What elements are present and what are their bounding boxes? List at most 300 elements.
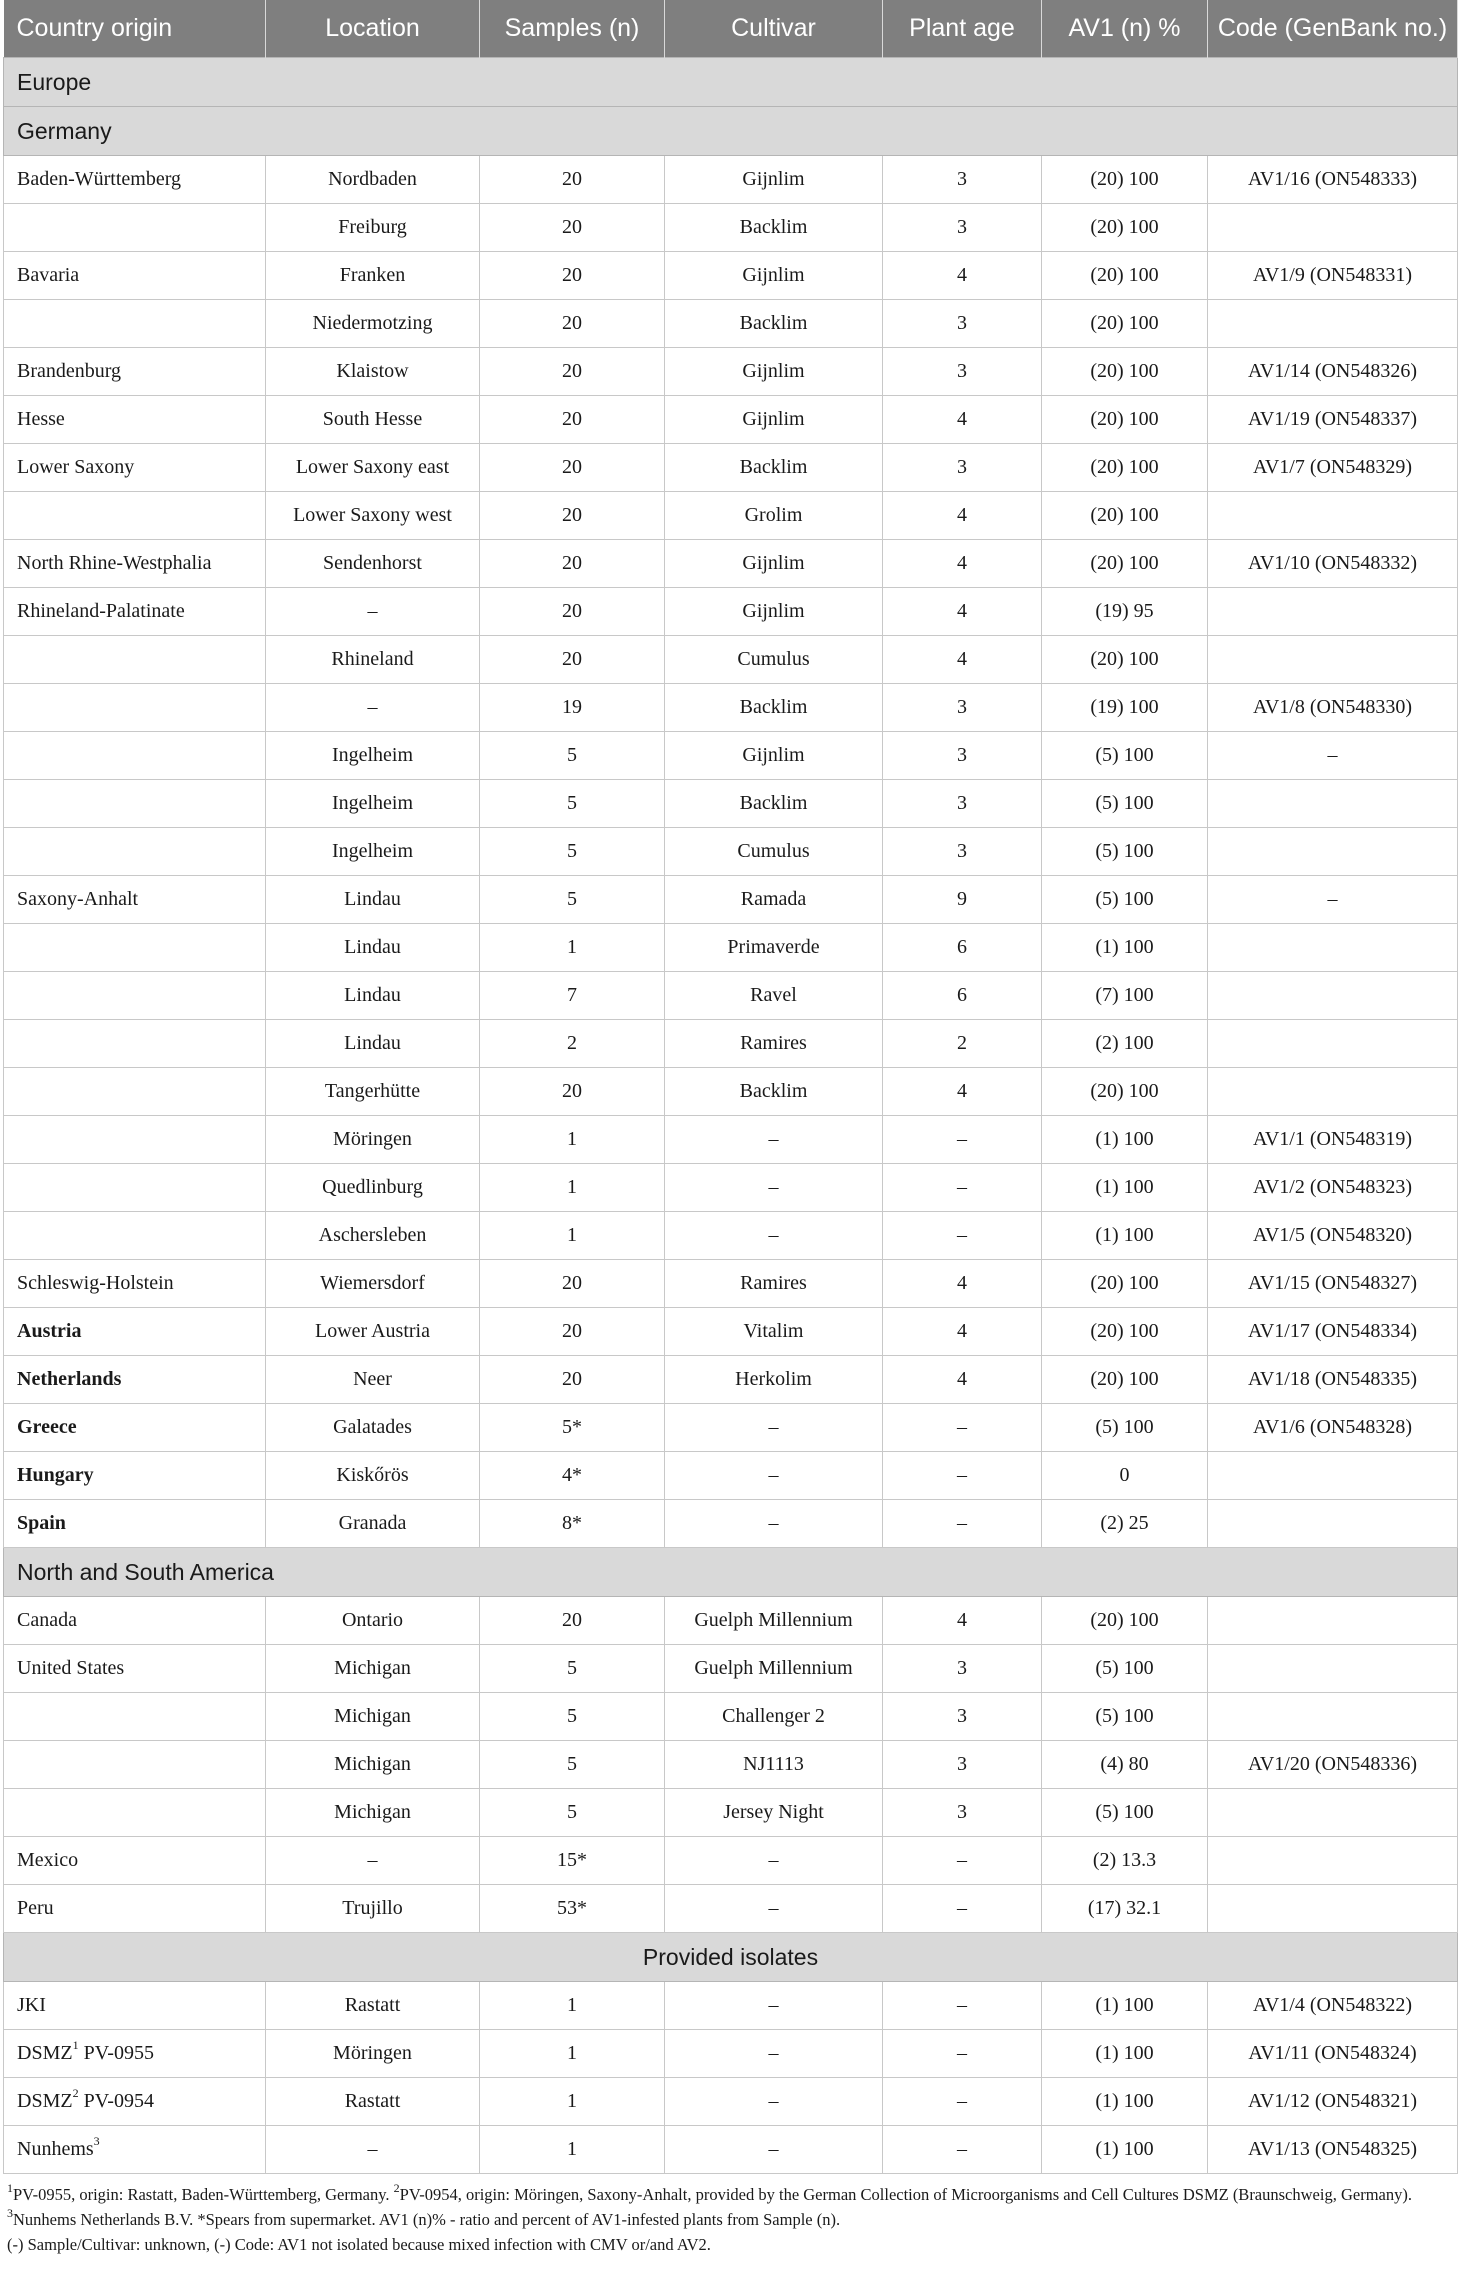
section-row	[4, 1933, 1458, 1982]
cell-samples: 20	[480, 588, 665, 636]
table-row	[4, 684, 1458, 732]
cell-av1-percent: (1) 100	[1042, 924, 1208, 972]
cell-cultivar: –	[665, 1404, 883, 1452]
cell-country-text: Nunhems	[17, 2138, 94, 2160]
cell-country-origin	[4, 732, 266, 780]
cell-cultivar: Gijnlim	[665, 156, 883, 204]
cell-location: Möringen	[266, 1116, 480, 1164]
cell-location: –	[266, 2126, 480, 2174]
cell-plant-age: 4	[883, 1597, 1042, 1645]
cell-cultivar: Backlim	[665, 684, 883, 732]
cell-code	[1208, 1500, 1458, 1548]
cell-av1-percent: (1) 100	[1042, 2078, 1208, 2126]
cell-country-origin	[4, 636, 266, 684]
cell-plant-age: 4	[883, 1068, 1042, 1116]
cell-location: Lindau	[266, 876, 480, 924]
section-label: Provided isolates	[4, 1933, 1458, 1982]
cell-location: Trujillo	[266, 1885, 480, 1933]
cell-plant-age: 3	[883, 300, 1042, 348]
cell-code	[1208, 1837, 1458, 1885]
cell-plant-age: –	[883, 1837, 1042, 1885]
cell-plant-age: 4	[883, 540, 1042, 588]
footnote-text: Nunhems Netherlands B.V. *Spears from supermarket. AV1 (n)% - ratio and percent of AV1-infested plants from Sample (n).	[13, 2210, 841, 2229]
cell-av1-percent: (5) 100	[1042, 732, 1208, 780]
cell-location: Ingelheim	[266, 732, 480, 780]
cell-plant-age: 2	[883, 1020, 1042, 1068]
cell-cultivar: Backlim	[665, 780, 883, 828]
cell-cultivar: –	[665, 1164, 883, 1212]
cell-plant-age: 4	[883, 252, 1042, 300]
footnote-marker: 1	[7, 2180, 13, 2195]
cell-av1-percent: (1) 100	[1042, 1116, 1208, 1164]
table-row	[4, 1597, 1458, 1645]
cell-samples: 4*	[480, 1452, 665, 1500]
cell-av1-percent: (5) 100	[1042, 1404, 1208, 1452]
cell-location: Lindau	[266, 924, 480, 972]
cell-av1-percent: (1) 100	[1042, 1164, 1208, 1212]
cell-samples: 5	[480, 1789, 665, 1837]
cell-plant-age: –	[883, 2078, 1042, 2126]
cell-plant-age: 4	[883, 1356, 1042, 1404]
footnote-text: PV-0954, origin: Möringen, Saxony-Anhalt, provided by the German Collection of Microorganisms and Cell Cultures DSMZ (Braunschweig, Germany).	[399, 2185, 1412, 2204]
cell-country-origin	[4, 1741, 266, 1789]
table-row	[4, 732, 1458, 780]
cell-location: Kiskőrös	[266, 1452, 480, 1500]
cell-country-origin	[4, 2126, 266, 2174]
table-row	[4, 1982, 1458, 2030]
cell-av1-percent: (20) 100	[1042, 156, 1208, 204]
cell-cultivar: Gijnlim	[665, 348, 883, 396]
cell-code	[1208, 1452, 1458, 1500]
cell-av1-percent: (20) 100	[1042, 1260, 1208, 1308]
cell-plant-age: 3	[883, 156, 1042, 204]
cell-samples: 1	[480, 924, 665, 972]
table-row	[4, 2126, 1458, 2174]
cell-plant-age: 4	[883, 636, 1042, 684]
cell-location: Aschersleben	[266, 1212, 480, 1260]
cell-cultivar: Vitalim	[665, 1308, 883, 1356]
cell-av1-percent: (20) 100	[1042, 1356, 1208, 1404]
cell-code	[1208, 1645, 1458, 1693]
cell-av1-percent: (20) 100	[1042, 1308, 1208, 1356]
cell-location: Ontario	[266, 1597, 480, 1645]
cell-plant-age: 3	[883, 780, 1042, 828]
section-label: North and South America	[4, 1548, 1458, 1597]
cell-country-origin: Saxony-Anhalt	[4, 876, 266, 924]
cell-av1-percent: (2) 13.3	[1042, 1837, 1208, 1885]
cell-plant-age: 3	[883, 204, 1042, 252]
cell-country-origin: Baden-Württemberg	[4, 156, 266, 204]
cell-code	[1208, 1885, 1458, 1933]
table-row	[4, 1789, 1458, 1837]
section-row	[4, 107, 1458, 156]
cell-country-origin: Mexico	[4, 1837, 266, 1885]
cell-country-origin: Austria	[4, 1308, 266, 1356]
cell-code: AV1/16 (ON548333)	[1208, 156, 1458, 204]
cell-plant-age: –	[883, 1164, 1042, 1212]
cell-country-origin	[4, 2030, 266, 2078]
cell-location: Freiburg	[266, 204, 480, 252]
cell-location: Lindau	[266, 972, 480, 1020]
cell-av1-percent: (20) 100	[1042, 540, 1208, 588]
cell-country-origin	[4, 1068, 266, 1116]
cell-location: Granada	[266, 1500, 480, 1548]
header-cultivar: Cultivar	[665, 0, 883, 58]
cell-samples: 7	[480, 972, 665, 1020]
cell-plant-age: –	[883, 1212, 1042, 1260]
header-location: Location	[266, 0, 480, 58]
cell-av1-percent: (1) 100	[1042, 2030, 1208, 2078]
cell-country-origin	[4, 492, 266, 540]
cell-cultivar: Gijnlim	[665, 540, 883, 588]
cell-country-origin	[4, 1116, 266, 1164]
cell-code	[1208, 828, 1458, 876]
cell-samples: 5	[480, 780, 665, 828]
cell-cultivar: Gijnlim	[665, 732, 883, 780]
cell-location: Quedlinburg	[266, 1164, 480, 1212]
header-country-origin: Country origin	[4, 0, 266, 58]
cell-samples: 1	[480, 2078, 665, 2126]
footnote-marker: 3	[7, 2205, 13, 2220]
cell-samples: 20	[480, 540, 665, 588]
table-row	[4, 2078, 1458, 2126]
cell-code	[1208, 1068, 1458, 1116]
cell-location: Michigan	[266, 1693, 480, 1741]
cell-av1-percent: 0	[1042, 1452, 1208, 1500]
cell-code: AV1/19 (ON548337)	[1208, 396, 1458, 444]
cell-location: –	[266, 684, 480, 732]
table-row	[4, 1212, 1458, 1260]
cell-samples: 20	[480, 300, 665, 348]
cell-location: Rastatt	[266, 2078, 480, 2126]
cell-location: Michigan	[266, 1789, 480, 1837]
cell-plant-age: 4	[883, 1260, 1042, 1308]
cell-location: Rhineland	[266, 636, 480, 684]
footnote-marker: 2	[393, 2180, 400, 2195]
cell-cultivar: –	[665, 2030, 883, 2078]
cell-country-origin: United States	[4, 1645, 266, 1693]
cell-samples: 5	[480, 732, 665, 780]
cell-cultivar: Challenger 2	[665, 1693, 883, 1741]
cell-country-origin: Greece	[4, 1404, 266, 1452]
section-row	[4, 58, 1458, 107]
cell-av1-percent: (5) 100	[1042, 1693, 1208, 1741]
cell-country-suffix: PV-0955	[78, 2042, 154, 2064]
cell-samples: 1	[480, 2030, 665, 2078]
cell-av1-percent: (20) 100	[1042, 1597, 1208, 1645]
cell-samples: 5	[480, 1693, 665, 1741]
footnote-marker: 3	[93, 2134, 100, 2149]
table-row	[4, 444, 1458, 492]
table-row	[4, 636, 1458, 684]
cell-av1-percent: (19) 95	[1042, 588, 1208, 636]
cell-country-origin: Schleswig-Holstein	[4, 1260, 266, 1308]
cell-av1-percent: (20) 100	[1042, 300, 1208, 348]
cell-av1-percent: (1) 100	[1042, 1982, 1208, 2030]
cell-samples: 20	[480, 1260, 665, 1308]
table-row	[4, 828, 1458, 876]
cell-country-origin: Hungary	[4, 1452, 266, 1500]
cell-cultivar: Ramires	[665, 1260, 883, 1308]
cell-samples: 5*	[480, 1404, 665, 1452]
cell-plant-age: –	[883, 2126, 1042, 2174]
table-row	[4, 1356, 1458, 1404]
cell-plant-age: –	[883, 1500, 1042, 1548]
cell-cultivar: Herkolim	[665, 1356, 883, 1404]
table-row	[4, 1020, 1458, 1068]
cell-plant-age: 3	[883, 1789, 1042, 1837]
cell-country-origin: Spain	[4, 1500, 266, 1548]
cell-code: AV1/20 (ON548336)	[1208, 1741, 1458, 1789]
table-row	[4, 492, 1458, 540]
cell-code	[1208, 300, 1458, 348]
cell-location: Möringen	[266, 2030, 480, 2078]
cell-country-origin: JKI	[4, 1982, 266, 2030]
cell-location: Lindau	[266, 1020, 480, 1068]
cell-samples: 5	[480, 876, 665, 924]
cell-country-origin: Peru	[4, 1885, 266, 1933]
cell-location: Wiemersdorf	[266, 1260, 480, 1308]
cell-country-origin	[4, 300, 266, 348]
cell-cultivar: Grolim	[665, 492, 883, 540]
cell-plant-age: 3	[883, 684, 1042, 732]
cell-cultivar: –	[665, 1452, 883, 1500]
cell-samples: 20	[480, 492, 665, 540]
table-document	[3, 0, 1457, 2257]
cell-code	[1208, 204, 1458, 252]
cell-plant-age: –	[883, 1885, 1042, 1933]
cell-cultivar: –	[665, 1885, 883, 1933]
cell-samples: 1	[480, 2126, 665, 2174]
cell-country-origin: Bavaria	[4, 252, 266, 300]
cell-location: Lower Saxony west	[266, 492, 480, 540]
cell-samples: 20	[480, 204, 665, 252]
cell-location: Klaistow	[266, 348, 480, 396]
cell-country-origin	[4, 780, 266, 828]
cell-code: AV1/10 (ON548332)	[1208, 540, 1458, 588]
cell-av1-percent: (1) 100	[1042, 2126, 1208, 2174]
cell-av1-percent: (17) 32.1	[1042, 1885, 1208, 1933]
cell-location: Michigan	[266, 1645, 480, 1693]
cell-country-origin: Hesse	[4, 396, 266, 444]
cell-location: Neer	[266, 1356, 480, 1404]
table-row	[4, 540, 1458, 588]
cell-code: AV1/7 (ON548329)	[1208, 444, 1458, 492]
cell-plant-age: –	[883, 1982, 1042, 2030]
footnote-marker: 2	[72, 2086, 79, 2101]
table-row	[4, 876, 1458, 924]
table-row	[4, 1741, 1458, 1789]
header-code: Code (GenBank no.)	[1208, 0, 1458, 58]
footnote-line-1	[7, 2182, 1457, 2232]
footnote-line-2: (-) Sample/Cultivar: unknown, (-) Code: AV1 not isolated because mixed infection with CMV or/and AV2.	[7, 2235, 711, 2254]
cell-country-origin: Canada	[4, 1597, 266, 1645]
cell-samples: 20	[480, 156, 665, 204]
cell-cultivar: Backlim	[665, 204, 883, 252]
cell-cultivar: Cumulus	[665, 828, 883, 876]
cell-av1-percent: (20) 100	[1042, 396, 1208, 444]
table-row	[4, 1693, 1458, 1741]
cell-location: Lower Saxony east	[266, 444, 480, 492]
cell-country-origin	[4, 924, 266, 972]
cell-code: AV1/4 (ON548322)	[1208, 1982, 1458, 2030]
header-plant-age: Plant age	[883, 0, 1042, 58]
cell-samples: 1	[480, 1116, 665, 1164]
cell-samples: 1	[480, 1982, 665, 2030]
table-row	[4, 1068, 1458, 1116]
cell-plant-age: 3	[883, 828, 1042, 876]
cell-country-origin: Netherlands	[4, 1356, 266, 1404]
cell-location: South Hesse	[266, 396, 480, 444]
cell-country-origin: Lower Saxony	[4, 444, 266, 492]
cell-av1-percent: (5) 100	[1042, 1645, 1208, 1693]
cell-country-origin	[4, 828, 266, 876]
cell-cultivar: Backlim	[665, 1068, 883, 1116]
cell-av1-percent: (5) 100	[1042, 828, 1208, 876]
table-row	[4, 1116, 1458, 1164]
cell-cultivar: Backlim	[665, 444, 883, 492]
cell-location: Lower Austria	[266, 1308, 480, 1356]
cell-samples: 8*	[480, 1500, 665, 1548]
cell-av1-percent: (2) 25	[1042, 1500, 1208, 1548]
cell-plant-age: 3	[883, 444, 1042, 492]
cell-code: AV1/8 (ON548330)	[1208, 684, 1458, 732]
section-label: Germany	[4, 107, 1458, 156]
cell-code	[1208, 588, 1458, 636]
cell-code	[1208, 1693, 1458, 1741]
cell-location: Nordbaden	[266, 156, 480, 204]
cell-code: –	[1208, 732, 1458, 780]
cell-samples: 20	[480, 396, 665, 444]
cell-code	[1208, 1789, 1458, 1837]
cell-code: AV1/2 (ON548323)	[1208, 1164, 1458, 1212]
table-row	[4, 924, 1458, 972]
cell-cultivar: Gijnlim	[665, 252, 883, 300]
table-row	[4, 204, 1458, 252]
cell-cultivar: Cumulus	[665, 636, 883, 684]
header-samples: Samples (n)	[480, 0, 665, 58]
cell-samples: 53*	[480, 1885, 665, 1933]
cell-plant-age: 3	[883, 1741, 1042, 1789]
cell-cultivar: Ramires	[665, 1020, 883, 1068]
cell-plant-age: 4	[883, 1308, 1042, 1356]
cell-av1-percent: (20) 100	[1042, 492, 1208, 540]
table-body	[4, 58, 1458, 2174]
cell-cultivar: Gijnlim	[665, 588, 883, 636]
cell-cultivar: Jersey Night	[665, 1789, 883, 1837]
cell-samples: 20	[480, 1068, 665, 1116]
cell-country-origin	[4, 2078, 266, 2126]
cell-plant-age: 6	[883, 924, 1042, 972]
cell-plant-age: 4	[883, 396, 1042, 444]
table-row	[4, 1260, 1458, 1308]
cell-code: AV1/13 (ON548325)	[1208, 2126, 1458, 2174]
cell-code	[1208, 636, 1458, 684]
cell-country-text: DSMZ	[17, 2042, 73, 2064]
table-row	[4, 348, 1458, 396]
cell-cultivar: Primaverde	[665, 924, 883, 972]
cell-av1-percent: (20) 100	[1042, 1068, 1208, 1116]
cell-av1-percent: (1) 100	[1042, 1212, 1208, 1260]
cell-code: AV1/11 (ON548324)	[1208, 2030, 1458, 2078]
cell-code: AV1/1 (ON548319)	[1208, 1116, 1458, 1164]
cell-cultivar: Backlim	[665, 300, 883, 348]
data-table	[3, 0, 1458, 2174]
cell-code	[1208, 492, 1458, 540]
cell-cultivar: Ramada	[665, 876, 883, 924]
footnote-marker: 1	[72, 2038, 79, 2053]
table-row	[4, 1164, 1458, 1212]
cell-samples: 2	[480, 1020, 665, 1068]
table-row	[4, 780, 1458, 828]
cell-samples: 20	[480, 1597, 665, 1645]
cell-av1-percent: (7) 100	[1042, 972, 1208, 1020]
cell-plant-age: 9	[883, 876, 1042, 924]
cell-country-origin	[4, 1164, 266, 1212]
cell-samples: 20	[480, 1356, 665, 1404]
table-row	[4, 1500, 1458, 1548]
cell-cultivar: Ravel	[665, 972, 883, 1020]
cell-av1-percent: (19) 100	[1042, 684, 1208, 732]
section-label: Europe	[4, 58, 1458, 107]
cell-code: AV1/18 (ON548335)	[1208, 1356, 1458, 1404]
cell-plant-age: –	[883, 2030, 1042, 2078]
cell-location: –	[266, 1837, 480, 1885]
cell-country-origin: Brandenburg	[4, 348, 266, 396]
cell-code: AV1/14 (ON548326)	[1208, 348, 1458, 396]
cell-code: AV1/12 (ON548321)	[1208, 2078, 1458, 2126]
table-row	[4, 588, 1458, 636]
table-row	[4, 1404, 1458, 1452]
cell-code	[1208, 1597, 1458, 1645]
cell-plant-age: 3	[883, 348, 1042, 396]
cell-av1-percent: (20) 100	[1042, 204, 1208, 252]
cell-av1-percent: (2) 100	[1042, 1020, 1208, 1068]
cell-samples: 1	[480, 1164, 665, 1212]
cell-plant-age: –	[883, 1452, 1042, 1500]
cell-samples: 1	[480, 1212, 665, 1260]
cell-cultivar: Guelph Millennium	[665, 1645, 883, 1693]
cell-location: Tangerhütte	[266, 1068, 480, 1116]
cell-samples: 15*	[480, 1837, 665, 1885]
cell-samples: 5	[480, 828, 665, 876]
table-row	[4, 1308, 1458, 1356]
cell-plant-age: –	[883, 1116, 1042, 1164]
cell-location: Michigan	[266, 1741, 480, 1789]
cell-cultivar: –	[665, 1500, 883, 1548]
cell-location: Ingelheim	[266, 780, 480, 828]
cell-samples: 20	[480, 636, 665, 684]
cell-code	[1208, 1020, 1458, 1068]
cell-code: AV1/15 (ON548327)	[1208, 1260, 1458, 1308]
cell-av1-percent: (20) 100	[1042, 636, 1208, 684]
cell-code: AV1/6 (ON548328)	[1208, 1404, 1458, 1452]
cell-code	[1208, 924, 1458, 972]
footnote-text: PV-0955, origin: Rastatt, Baden-Württemberg, Germany.	[13, 2185, 394, 2204]
cell-country-origin	[4, 1212, 266, 1260]
cell-samples: 20	[480, 252, 665, 300]
cell-country-origin	[4, 684, 266, 732]
cell-country-origin	[4, 1693, 266, 1741]
cell-code	[1208, 972, 1458, 1020]
cell-code: AV1/5 (ON548320)	[1208, 1212, 1458, 1260]
table-row	[4, 972, 1458, 1020]
cell-samples: 20	[480, 348, 665, 396]
cell-plant-age: 4	[883, 588, 1042, 636]
cell-plant-age: 4	[883, 492, 1042, 540]
cell-cultivar: Gijnlim	[665, 396, 883, 444]
cell-samples: 5	[480, 1645, 665, 1693]
